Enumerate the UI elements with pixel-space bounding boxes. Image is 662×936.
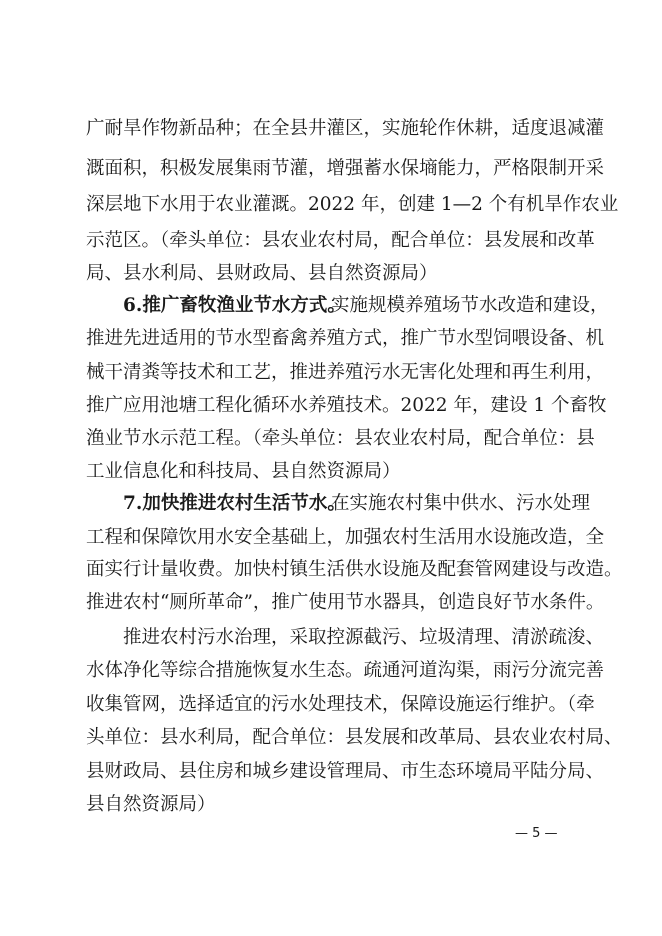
section-heading: 6.推广畜牧渔业节水方式。 — [123, 295, 346, 316]
body-text: 实施规模养殖场节水改造和建设， — [331, 295, 609, 316]
paragraph-line — [0, 322, 662, 356]
paragraph-line — [0, 422, 662, 456]
paragraph-line — [0, 688, 662, 722]
paragraph-line — [0, 389, 662, 423]
paragraph-line — [0, 257, 662, 291]
body-text: 局、县水利局、县财政局、县自然资源局） — [86, 263, 438, 284]
paragraph-line — [0, 224, 662, 258]
paragraph-line — [0, 788, 662, 822]
paragraph-line — [0, 553, 662, 587]
section-heading: 7.加快推进农村生活节水。 — [123, 493, 346, 514]
body-text: 面实行计量收费。加快村镇生活供水设施及配套管网建设与改造。 — [86, 559, 623, 580]
paragraph-line — [0, 721, 662, 755]
paragraph-line — [0, 356, 662, 390]
body-text: 水体净化等综合措施恢复水生态。疏通河道沟渠，雨污分流完善 — [86, 660, 605, 681]
body-text: 渔业节水示范工程。（牵头单位：县农业农村局，配合单位：县 — [86, 428, 595, 449]
body-text: 示范区。（牵头单位：县农业农村局，配合单位：县发展和改革 — [86, 230, 595, 251]
paragraph-line — [0, 621, 662, 655]
body-text: 溉面积，积极发展集雨节灌，增强蓄水保墒能力，严格限制开采 — [86, 158, 605, 179]
body-text: 推进农村污水治理，采取控源截污、垃圾清理、清淤疏浚、 — [123, 627, 605, 648]
body-text: 推进先进适用的节水型畜禽养殖方式，推广节水型饲喂设备、机 — [86, 328, 605, 349]
body-text: 工程和保障饮用水安全基础上，加强农村生活用水设施改造，全 — [86, 527, 605, 548]
body-text: 广耐旱作物新品种；在全县井灌区，实施轮作休耕，适度退减灌 — [86, 118, 605, 139]
body-text: 县财政局、县住房和城乡建设管理局、市生态环境局平陆分局、 — [86, 761, 605, 782]
paragraph-line — [0, 152, 662, 186]
paragraph-line — [0, 755, 662, 789]
body-text: 械干清粪等技术和工艺，推进养殖污水无害化处理和再生利用， — [86, 362, 605, 383]
paragraph-line — [0, 654, 662, 688]
body-text: 深层地下水用于农业灌溉。2022 年，创建 1—2 个有机旱作农业 — [86, 194, 619, 215]
paragraph-line — [0, 487, 662, 521]
paragraph-line — [0, 112, 662, 146]
body-text: 工业信息化和科技局、县自然资源局） — [86, 461, 401, 482]
page-number: — 5 — — [515, 826, 558, 841]
body-text: 收集管网，选择适宜的污水处理技术，保障设施运行维护。（牵 — [86, 694, 595, 715]
paragraph-line — [0, 188, 662, 222]
paragraph-line — [0, 521, 662, 555]
paragraph-line — [0, 455, 662, 489]
body-text: 头单位：县水利局，配合单位：县发展和改革局、县农业农村局、 — [86, 727, 623, 748]
body-text: 推广应用池塘工程化循环水养殖技术。2022 年，建设 1 个畜牧 — [86, 395, 607, 416]
body-text: 县自然资源局） — [86, 794, 216, 815]
paragraph-line — [0, 586, 662, 620]
body-text: 推进农村“厕所革命”，推广使用节水器具，创造良好节水条件。 — [86, 592, 605, 613]
body-text: 在实施农村集中供水、污水处理 — [331, 493, 591, 514]
paragraph-line — [0, 289, 662, 323]
